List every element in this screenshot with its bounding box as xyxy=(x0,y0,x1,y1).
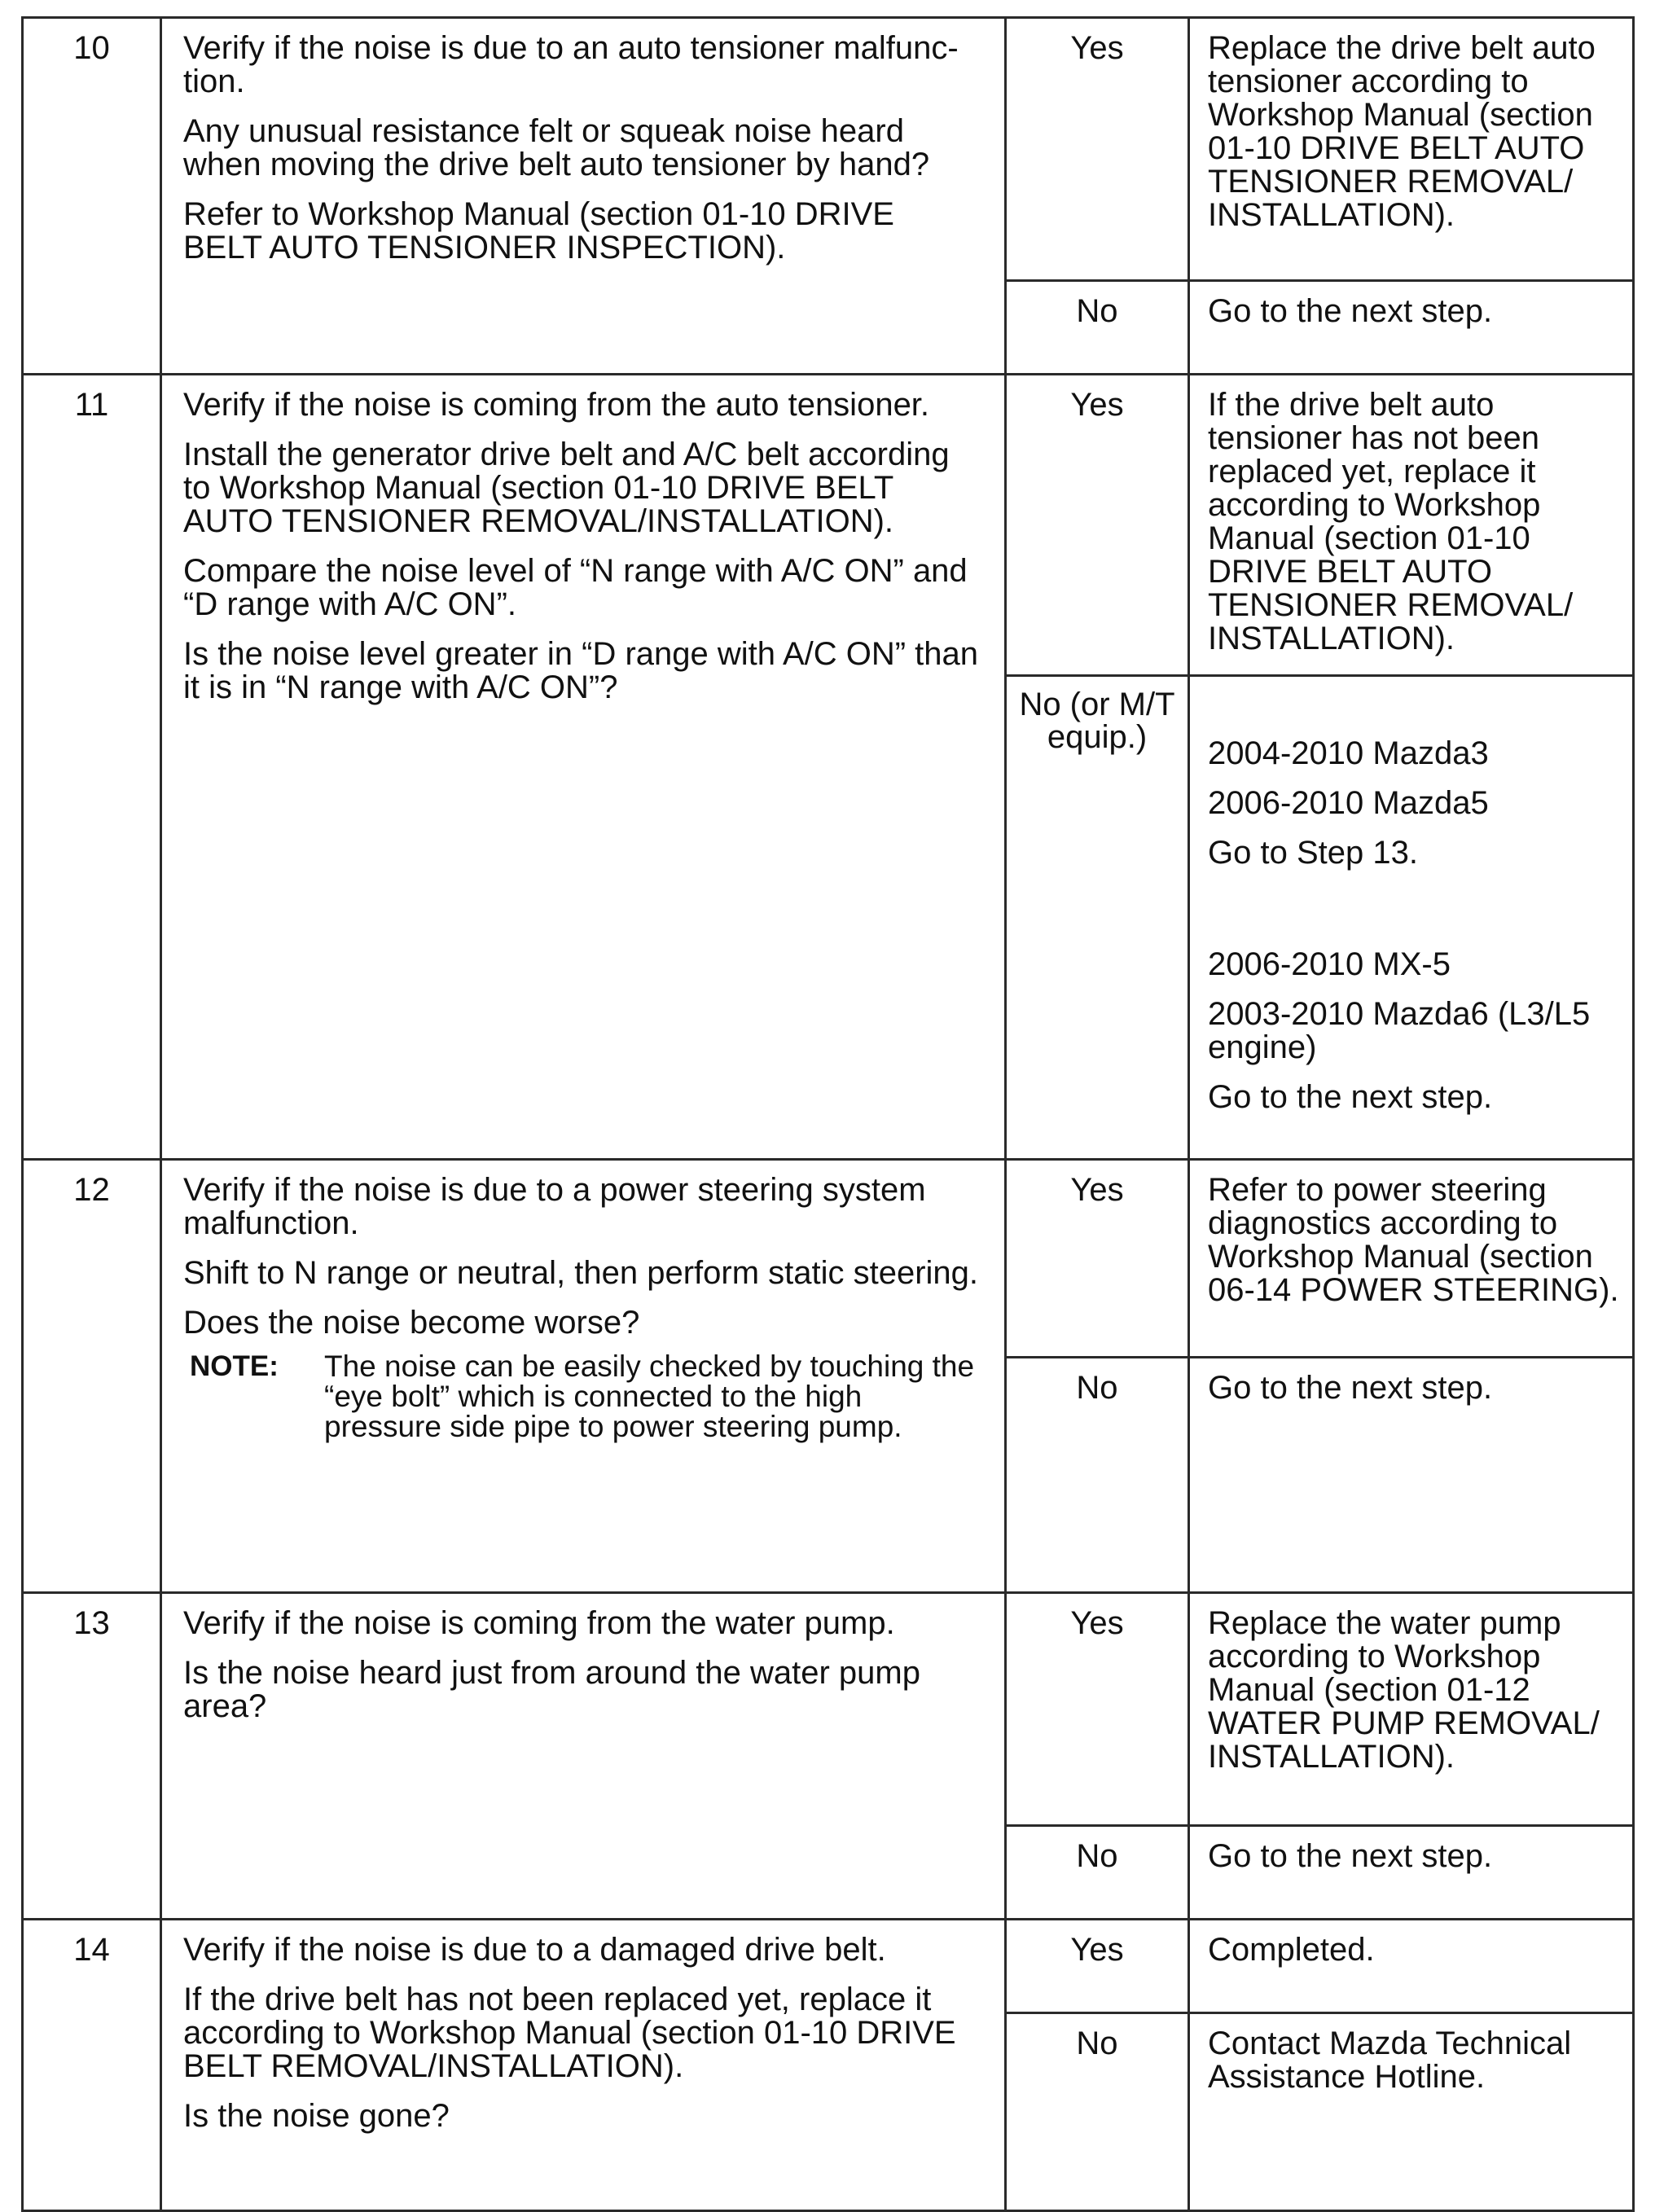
diagnostic-table xyxy=(21,16,1635,2212)
action-text: Verify if the noise is due to an auto tensioner malfunc-tion. xyxy=(183,30,959,99)
action-text: Verify if the noise is coming from the water pump. xyxy=(183,1605,895,1641)
result-yes: Yes xyxy=(1006,1160,1189,1358)
table-row-step-14 xyxy=(23,1920,1634,2013)
action-text: Does the noise become worse? xyxy=(183,1305,640,1341)
action-text: Compare the noise level of “N range with A/C ON” and “D range with A/C ON”. xyxy=(183,553,968,622)
next-action xyxy=(1189,676,1634,1160)
next-action xyxy=(1189,1358,1634,1593)
action-text: If the drive belt has not been replaced yet, replace it according to Workshop Manual (section 01-10 DRIVE BELT REMOVAL/INSTALLATION). xyxy=(183,1982,956,2084)
step-action xyxy=(161,1920,1006,2211)
next-text: Replace the water pump according to Workshop Manual (section 01-12 WATER PUMP REMOVAL/ INSTALLATION). xyxy=(1208,1605,1600,1775)
next-model: 2006-2010 MX-5 xyxy=(1208,946,1451,982)
step-number: 10 xyxy=(23,18,161,375)
action-text: Any unusual resistance felt or squeak noise heard when moving the drive belt auto tensioner by hand? xyxy=(183,113,930,182)
next-text: If the drive belt auto tensioner has not been replaced yet, replace it according to Workshop Manual (section 01-10 DRIVE BELT AUTO TENSIONER REMOVAL/ INSTALLATION). xyxy=(1208,387,1574,656)
next-text: Contact Mazda Technical Assistance Hotline. xyxy=(1208,2025,1572,2095)
next-text: Go to the next step. xyxy=(1208,1079,1493,1115)
next-text: Replace the drive belt auto tensioner according to Workshop Manual (section 01-10 DRIVE BELT AUTO TENSIONER REMOVAL/ INSTALLATION). xyxy=(1208,30,1596,233)
next-text: Go to Step 13. xyxy=(1208,835,1418,871)
next-model: 2003-2010 Mazda6 (L3/L5 engine) xyxy=(1208,996,1591,1065)
next-text: Refer to power steering diagnostics according to Workshop Manual (section 06-14 POWER STEERING). xyxy=(1208,1172,1619,1308)
note-label: NOTE: xyxy=(190,1350,279,1382)
action-text: Is the noise heard just from around the water pump area? xyxy=(183,1655,920,1724)
table-row-step-12 xyxy=(23,1160,1634,1358)
result-yes: Yes xyxy=(1006,18,1189,281)
step-action xyxy=(161,1160,1006,1593)
note xyxy=(183,1351,980,1442)
table-row-step-11 xyxy=(23,375,1634,676)
action-text: Verify if the noise is due to a damaged drive belt. xyxy=(183,1932,886,1968)
result-no: No xyxy=(1006,281,1189,375)
action-text: Shift to N range or neutral, then perform static steering. xyxy=(183,1255,979,1291)
result-yes: Yes xyxy=(1006,1593,1189,1826)
step-action xyxy=(161,375,1006,1160)
action-text: Is the noise level greater in “D range with A/C ON” than it is in “N range with A/C ON”? xyxy=(183,636,979,705)
action-text: Is the noise gone? xyxy=(183,2098,450,2134)
note-text: The noise can be easily checked by touching the “eye bolt” which is connected to the high pressure side pipe to power steering pump. xyxy=(324,1350,975,1443)
result-no: No xyxy=(1006,2013,1189,2211)
next-action xyxy=(1189,375,1634,676)
next-action xyxy=(1189,1593,1634,1826)
next-text: Completed. xyxy=(1208,1932,1375,1968)
action-text: Verify if the noise is coming from the auto tensioner. xyxy=(183,387,930,423)
step-number: 14 xyxy=(23,1920,161,2211)
action-text: Install the generator drive belt and A/C belt according to Workshop Manual (section 01-10 DRIVE BELT AUTO TENSIONER REMOVAL/INSTALLATION). xyxy=(183,437,950,539)
next-action xyxy=(1189,18,1634,281)
next-action xyxy=(1189,1920,1634,2013)
result-no: No (or M/T equip.) xyxy=(1006,676,1189,1160)
next-text: Go to the next step. xyxy=(1208,1838,1493,1874)
step-action xyxy=(161,1593,1006,1920)
result-no: No xyxy=(1006,1826,1189,1920)
table-row-step-10 xyxy=(23,18,1634,281)
result-yes: Yes xyxy=(1006,375,1189,676)
next-action xyxy=(1189,281,1634,375)
action-text: Refer to Workshop Manual (section 01-10 DRIVE BELT AUTO TENSIONER INSPECTION). xyxy=(183,196,894,266)
table-row-step-13 xyxy=(23,1593,1634,1826)
next-action xyxy=(1189,2013,1634,2211)
result-yes: Yes xyxy=(1006,1920,1189,2013)
next-model: 2006-2010 Mazda5 xyxy=(1208,785,1489,821)
next-text: Go to the next step. xyxy=(1208,293,1493,329)
next-action xyxy=(1189,1826,1634,1920)
next-model: 2004-2010 Mazda3 xyxy=(1208,735,1489,771)
step-number: 11 xyxy=(23,375,161,1160)
step-action xyxy=(161,18,1006,375)
step-number: 12 xyxy=(23,1160,161,1593)
result-no: No xyxy=(1006,1358,1189,1593)
next-action xyxy=(1189,1160,1634,1358)
action-text: Verify if the noise is due to a power steering system malfunction. xyxy=(183,1172,926,1241)
step-number: 13 xyxy=(23,1593,161,1920)
next-text: Go to the next step. xyxy=(1208,1370,1493,1406)
